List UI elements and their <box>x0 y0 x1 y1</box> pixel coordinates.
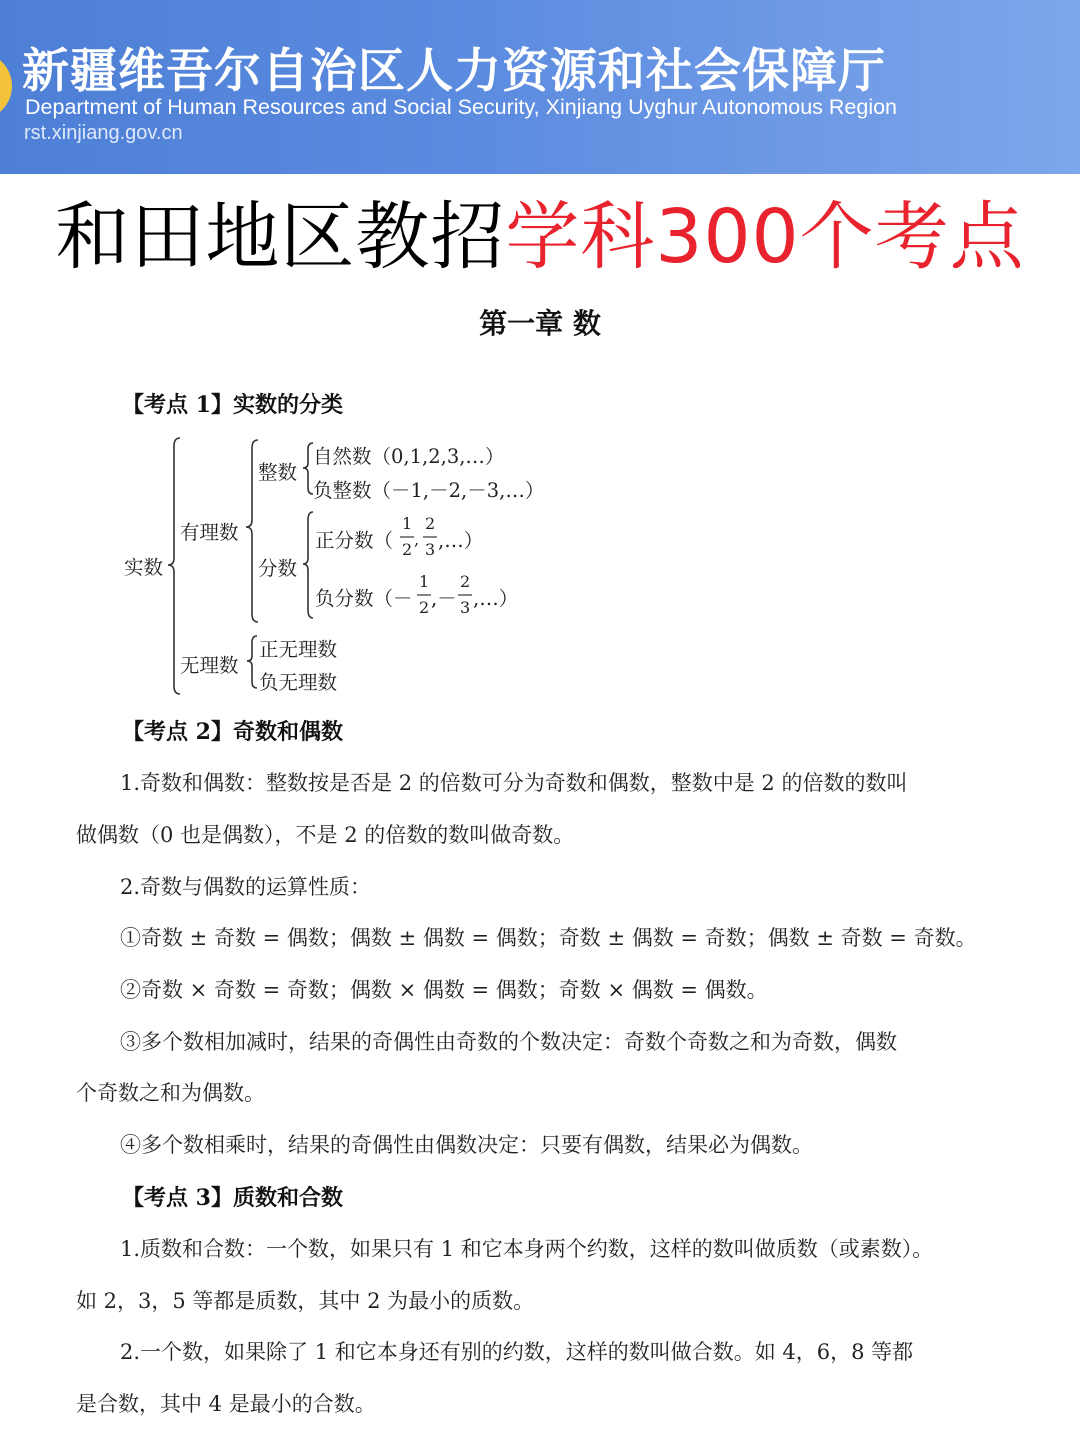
brace-irrational <box>247 636 257 688</box>
label-neg-fraction-tail: ,…） <box>473 587 519 610</box>
brace-integer <box>303 443 313 494</box>
kaodian2-heading: 【考点 2】奇数和偶数 <box>122 719 343 745</box>
chapter-title: 第一章 数 <box>479 307 601 340</box>
brace-rational <box>246 440 258 622</box>
kaodian3-heading: 【考点 3】质数和合数 <box>122 1185 343 1211</box>
paragraph: 做偶数（0 也是偶数），不是 2 的倍数的数叫做奇数。 <box>76 823 575 847</box>
label-rational: 有理数 <box>180 521 239 544</box>
paragraph: 1.奇数和偶数：整数按是否是 2 的倍数可分为奇数和偶数，整数中是 2 的倍数的数叫 <box>120 771 908 795</box>
brace-fraction <box>303 512 313 618</box>
frac-num: 2 <box>425 514 436 533</box>
label-integer: 整数 <box>258 461 298 484</box>
kaodian1-heading: 【考点 1】实数的分类 <box>122 392 343 418</box>
frac-den: 3 <box>425 540 436 559</box>
rule-item: 个奇数之和为偶数。 <box>76 1081 265 1105</box>
paragraph: 1.质数和合数：一个数，如果只有 1 和它本身两个约数，这样的数叫做质数（或素数）。 <box>120 1237 934 1261</box>
label-neg-integer: 负整数（－1,－2,－3,…） <box>313 479 545 502</box>
label-irrational: 无理数 <box>180 654 239 677</box>
paragraph: 2.一个数，如果除了 1 和它本身还有别的约数，这样的数叫做合数。如 4，6，8 等都 <box>120 1340 914 1364</box>
frac-comma: , <box>414 530 420 549</box>
headline-red-part: 学科300个考点 <box>505 194 1025 280</box>
label-pos-irrational: 正无理数 <box>259 638 338 661</box>
rule-item: ②奇数 × 奇数 = 奇数；偶数 × 偶数 = 偶数；奇数 × 偶数 = 偶数。 <box>120 978 768 1002</box>
label-fraction: 分数 <box>258 557 298 580</box>
label-neg-fraction-mid: ,－ <box>431 587 457 610</box>
frac-num: 1 <box>402 514 413 533</box>
headline-black-part: 和田地区教招 <box>55 194 506 280</box>
label-neg-fraction: 负分数（－ <box>315 587 413 610</box>
label-pos-fraction-tail: ,…） <box>438 529 484 552</box>
label-natural: 自然数（0,1,2,3,…） <box>313 445 505 468</box>
frac-den: 3 <box>460 598 471 617</box>
brace-real <box>168 438 180 694</box>
label-neg-irrational: 负无理数 <box>259 671 338 694</box>
classification-braces <box>0 0 1080 720</box>
rule-item: ④多个数相乘时，结果的奇偶性由偶数决定：只要有偶数，结果必为偶数。 <box>120 1133 813 1157</box>
rule-item: ①奇数 ± 奇数 = 偶数；偶数 ± 偶数 = 偶数；奇数 ± 偶数 = 奇数；偶数 ± 奇数 = 奇数。 <box>120 926 977 950</box>
frac-num: 2 <box>460 572 471 591</box>
label-pos-fraction: 正分数（ <box>315 529 394 552</box>
banner-url: rst.xinjiang.gov.cn <box>24 122 183 144</box>
rule-item: ③多个数相加减时，结果的奇偶性由奇数的个数决定：奇数个奇数之和为奇数，偶数 <box>120 1030 897 1054</box>
banner-title-cn: 新疆维吾尔自治区人力资源和社会保障厅 <box>22 44 886 99</box>
banner-title-en: Department of Human Resources and Social Security, Xinjiang Uyghur Autonomous Region <box>25 95 898 119</box>
label-real: 实数 <box>124 556 164 579</box>
frac-num: 1 <box>419 572 430 591</box>
paragraph: 2.奇数与偶数的运算性质： <box>120 875 372 899</box>
frac-den: 2 <box>402 540 413 559</box>
frac-den: 2 <box>419 598 430 617</box>
paragraph: 是合数，其中 4 是最小的合数。 <box>76 1392 376 1416</box>
paragraph: 如 2，3，5 等都是质数，其中 2 为最小的质数。 <box>76 1289 535 1313</box>
